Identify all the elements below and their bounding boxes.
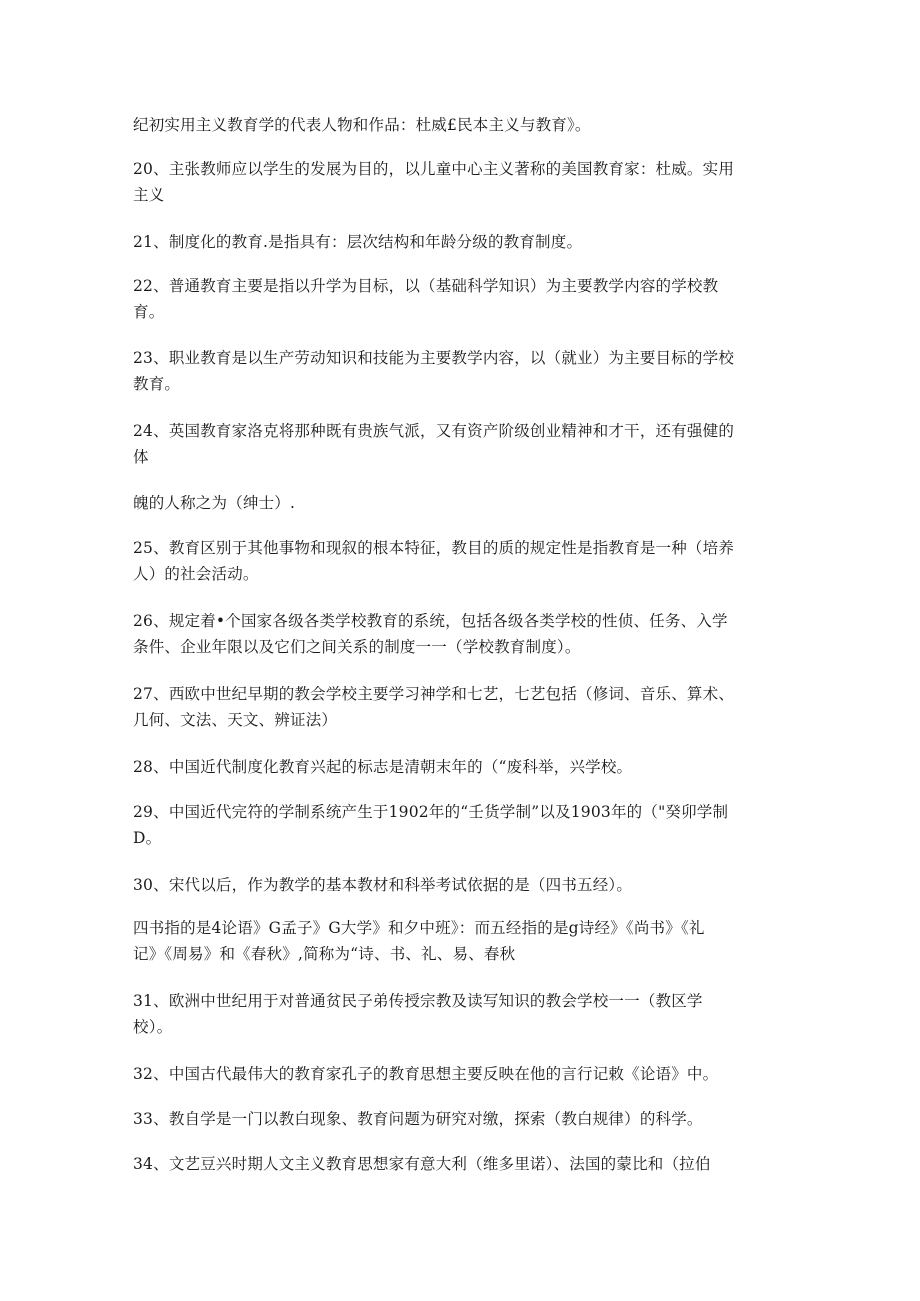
text-line: 育。 — [133, 303, 165, 321]
text-line: 28、中国近代制度化教育兴起的标志是清朝末年的（“废科举，兴学校。 — [133, 758, 633, 776]
paragraph-item-28 — [133, 754, 783, 780]
text-line: 25、教育区别于其他事物和现叙的根本特征，教目的质的规定性是指教育是一种（培养 — [133, 539, 735, 557]
text-line: 记》《周易》和《春秋》,简称为“诗、书、礼、易、春秋 — [133, 945, 516, 963]
paragraph-item-33 — [133, 1106, 783, 1132]
paragraph-item-20 — [133, 156, 783, 208]
text-line: 24、英国教育家洛克将那种既有贵族气派，又有资产阶级创业精神和才干，还有强健的 — [133, 422, 735, 440]
text-line: 32、中国古代最伟大的教育家孔子的教育思想主要反映在他的言行记敕《论语》中。 — [133, 1065, 719, 1083]
paragraph-item-32 — [133, 1061, 783, 1087]
paragraph-four-books-five-classics — [133, 915, 783, 967]
text-line: 纪初实用主义教育学的代表人物和作品：杜威£民本主义与教育》。 — [133, 116, 591, 134]
paragraph-item-24 — [133, 418, 783, 470]
text-line: 33、教自学是一门以教白现象、教育问题为研究对缴，探索（教白规律）的科学。 — [133, 1110, 703, 1128]
text-line: 魄的人称之为（绅士）. — [133, 494, 296, 512]
text-line: 23、职业教育是以生产劳动知识和技能为主要教学内容，以（就业）为主要目标的学校 — [133, 349, 735, 367]
text-line: 22、普通教育主要是指以升学为目标，以（基础科学知识）为主要教学内容的学校教 — [133, 277, 719, 295]
text-line: 体 — [133, 448, 149, 466]
paragraph-item-30 — [133, 872, 783, 898]
text-line: 21、制度化的教育.是指具有：层次结构和年龄分级的教育制度。 — [133, 233, 583, 251]
paragraph-item-29 — [133, 799, 783, 851]
paragraph-item-34 — [133, 1151, 783, 1177]
text-line: 条件、企业年限以及它们之间关系的制度一一（学校教育制度）。 — [133, 638, 581, 656]
text-line: 34、文艺豆兴时期人文主义教育思想家有意大利（维多里诺）、法国的蒙比和（拉伯 — [133, 1155, 711, 1173]
text-line: 26、规定着•个国家各级各类学校教育的系统，包括各级各类学校的性侦、任务、入学 — [133, 612, 728, 630]
text-line: 四书指的是4论语》G孟子》G大学》和夕中班》：而五经指的是g诗经》《尚书》《礼 — [133, 919, 705, 937]
paragraph-item-24-cont — [133, 490, 783, 516]
text-line: 30、宋代以后，作为教学的基本教材和科举考试依据的是（四书五经）。 — [133, 876, 633, 894]
text-line: 29、中国近代完符的学制系统产生于1902年的“壬货学制”以及1903年的（"癸卯学制 — [133, 803, 729, 821]
text-line: 校）。 — [133, 1018, 173, 1036]
paragraph-item-31 — [133, 988, 783, 1040]
text-line: 20、主张教师应以学生的发展为目的，以儿童中心主义著称的美国教育家：杜威。实用 — [133, 160, 735, 178]
text-line: 主义 — [133, 186, 165, 204]
text-line: 27、西欧中世纪早期的教会学校主要学习神学和七艺，七艺包括（修词、音乐、算术、 — [133, 685, 735, 703]
text-line: 教育。 — [133, 375, 181, 393]
paragraph-item-21 — [133, 229, 783, 255]
paragraph-item-23 — [133, 345, 783, 397]
text-line: 人）的社会活动。 — [133, 565, 259, 583]
paragraph-item-27 — [133, 681, 783, 733]
paragraph-intro — [133, 112, 783, 138]
text-line: 31、欧洲中世纪用于对普通贫民子弟传授宗教及读写知识的教会学校一一（教区学 — [133, 992, 703, 1010]
paragraph-item-22 — [133, 273, 783, 325]
text-line: 几何、文法、天文、辨证法） — [133, 711, 338, 729]
paragraph-item-25 — [133, 535, 783, 587]
text-line: D。 — [133, 829, 162, 847]
paragraph-item-26 — [133, 608, 783, 660]
